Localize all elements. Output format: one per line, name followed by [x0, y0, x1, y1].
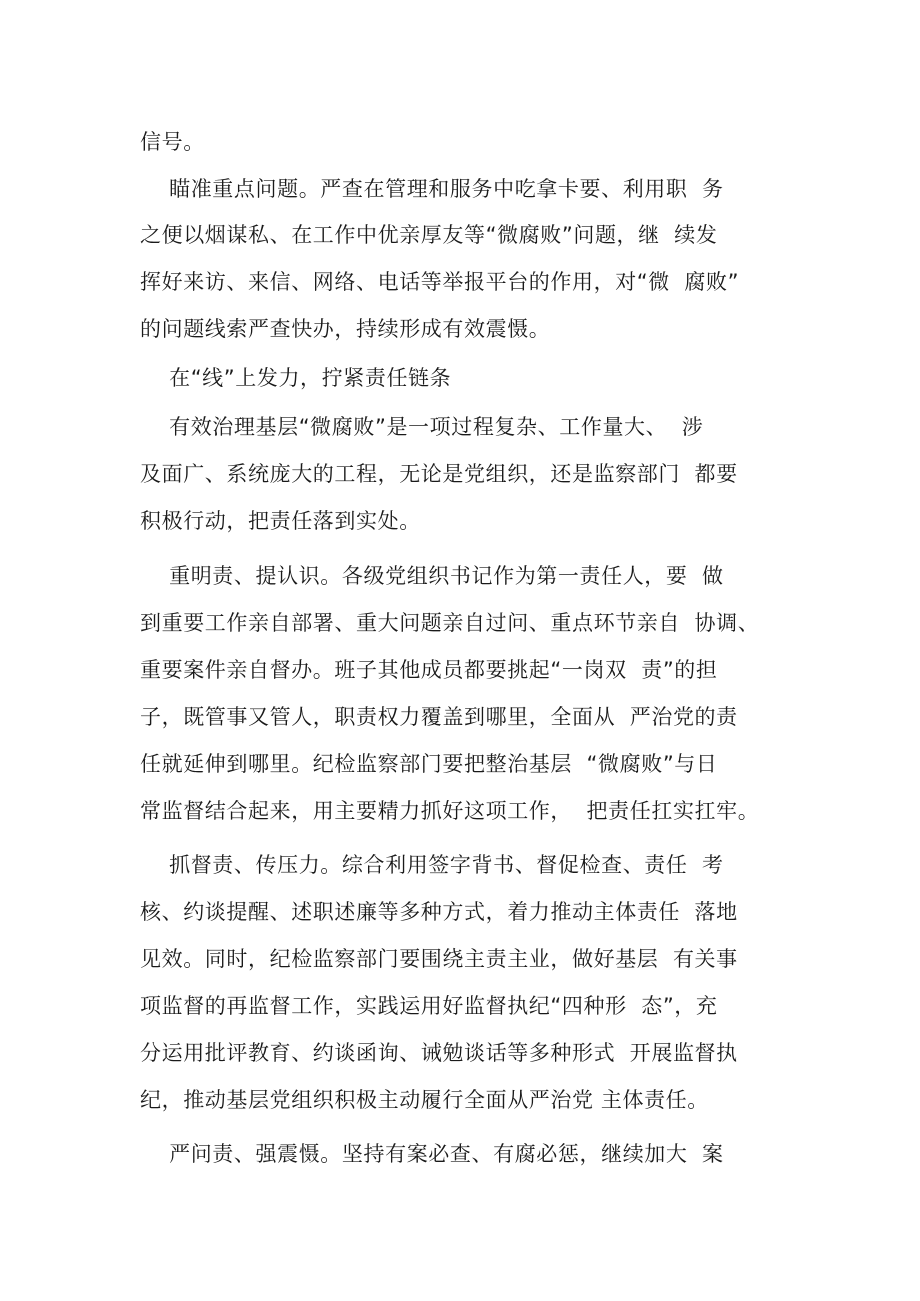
text-line: 严问责、强震慑。坚持有案必查、有腐必惩，继续加大 案: [140, 1142, 724, 1166]
text-line: 分运用批评教育、约谈函询、诫勉谈话等多种形式 开展监督执: [140, 1041, 738, 1065]
text-line: 核、约谈提醒、述职述廉等多种方式，着力推动主体责任 落地: [140, 900, 738, 924]
text-line: 挥好来访、来信、网络、电话等举报平台的作用，对“微 腐败”: [140, 270, 740, 294]
text-line: 的问题线索严查快办，持续形成有效震慑。: [140, 317, 551, 341]
text-line: 积极行动，把责任落到实处。: [140, 509, 421, 533]
text-line: 纪，推动基层党组织积极主动履行全面从严治党 主体责任。: [140, 1088, 709, 1112]
text-line: 见效。同时，纪检监察部门要围绕主责主业，做好基层 有关事: [140, 947, 738, 971]
text-line: 重要案件亲自督办。班子其他成员都要挑起“一岗双 责”的担: [140, 658, 718, 682]
text-line: 抓督责、传压力。综合利用签字背书、督促检查、责任 考: [140, 853, 724, 877]
text-line: 重明责、提认识。各级党组织书记作为第一责任人，要 做: [140, 564, 724, 588]
text-line: 项监督的再监督工作，实践运用好监督执纪“四种形 态”，充: [140, 994, 718, 1018]
text-line: 瞄准重点问题。严查在管理和服务中吃拿卡要、利用职 务: [140, 177, 724, 201]
text-line: 到重要工作亲自部署、重大问题亲自过问、重点环节亲自 协调、: [140, 611, 760, 635]
text-line: 及面广、系统庞大的工程，无论是党组织，还是监察部门 都要: [140, 462, 738, 486]
text-line: 任就延伸到哪里。纪检监察部门要把整治基层 “微腐败”与日: [140, 752, 718, 776]
section-heading: 在“线”上发力，拧紧责任链条: [140, 366, 452, 390]
text-line: 有效治理基层“微腐败”是一项过程复杂、工作量大、 涉: [140, 415, 704, 439]
text-line: 子，既管事又管人，职责权力覆盖到哪里，全面从 严治党的责: [140, 705, 738, 729]
text-line: 信号。: [140, 130, 205, 154]
text-line: 之便以烟谋私、在工作中优亲厚友等“微腐败”问题，继 续发: [140, 223, 718, 247]
text-line: 常监督结合起来，用主要精力抓好这项工作， 把责任扛实扛牢。: [140, 799, 760, 823]
